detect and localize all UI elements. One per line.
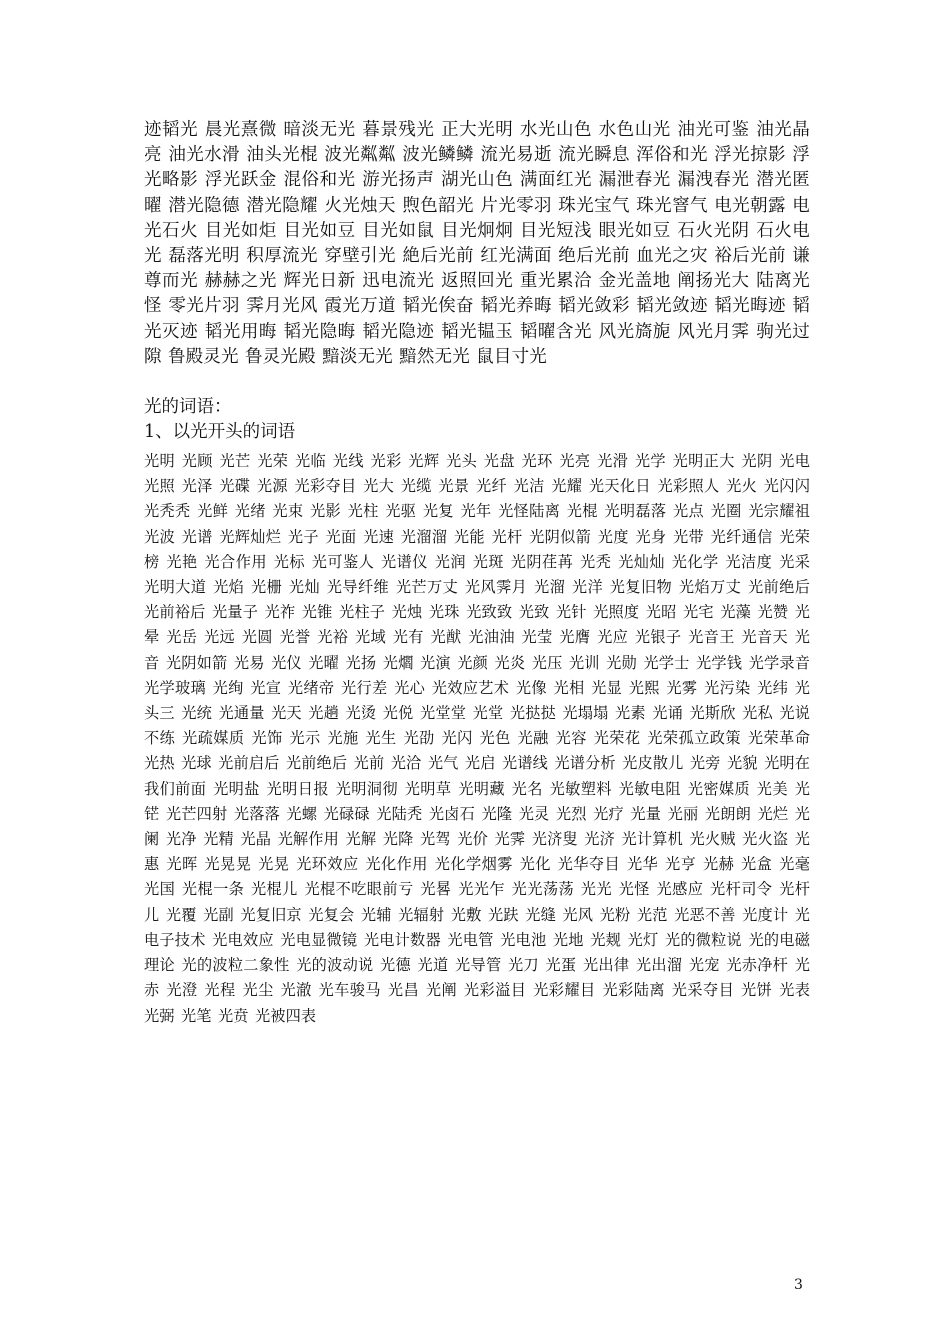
page-number: 3 [794,1277,803,1293]
word-list-paragraph: 光明 光顾 光芒 光荣 光临 光线 光彩 光辉 光头 光盘 光环 光亮 光滑 光学 光明正大 光阴 光电 光照 光泽 光碟 光源 光彩夺目 光大 光缆 光景 光纤 光洁 光耀 光天化日 光彩照人 光火 光闪闪 光秃秃 光鲜 光绪 光束 光影 光柱 光驱 光复 光年 光怪陆离 光棍 光明磊落 光点 光圈 光宗耀祖 光波 光谱 光辉灿烂 光子 光面 光速 光溜溜 光能 光杆 光阴似箭 光度 光身 光带 光纤通信 光荣榜 光艳 光合作用 光标 光可鉴人 光谱仪 光润 光斑 光阴荏苒 光秃 光灿灿 光化学 光洁度 光采 光明大道 光焰 光栅 光灿 光导纤维 光芒万丈 光风霁月 光溜 光洋 光复旧物 光焰万丈 光前绝后 光前裕后 光量子 光祚 光锥 光柱子 光烛 光珠 光致致 光致 光针 光照度 光昭 光宅 光藻 光赞 光晕 光岳 光远 光圆 光誉 光裕 光域 光有 光猷 光油油 光莹 光膺 光应 光银子 光音王 光音天 光音 光阴如箭 光易 光仪 光曜 光扬 光爓 光演 光颜 光炎 光压 光训 光勋 光学士 光学钱 光学录音 光学玻璃 光绚 光宣 光绪帝 光行差 光心 光效应艺术 光像 光相 光显 光熙 光雾 光污染 光纬 光头三 光统 光通量 光天 光趟 光烫 光侻 光堂堂 光堂 光挞挞 光塌塌 光素 光诵 光斯欣 光私 光说不练 光疏媒质 光饰 光示 光施 光生 光劭 光闪 光色 光融 光容 光荣花 光荣孤立政策 光荣革命 光热 光球 光前启后 光前绝后 光前 光洽 光气 光启 光谱线 光谱分析 光皮散儿 光旁 光貌 光明在我们前面 光明盐 光明日报 光明洞彻 光明草 光明藏 光名 光敏塑料 光敏电阻 光密媒质 光美 光铓 光芒四射 光落落 光螺 光碌碌 光陆秃 光卤石 光隆 光灵 光烈 光疗 光量 光丽 光朗朗 光烂 光阑 光净 光精 光晶 光解作用 光解 光降 光驾 光价 光霁 光济叟 光济 光计算机 光火贼 光火盗 光惠 光晖 光晃晃 光晃 光环效应 光化作用 光化学烟雾 光化 光华夺目 光华 光亨 光赫 光盒 光毫 光国 光棍一条 光棍儿 光棍不吃眼前亏 光晷 光光乍 光光荡荡 光光 光怪 光感应 光杆司令 光杆儿 光覆 光副 光复旧京 光复会 光辅 光辐射 光敷 光趺 光缝 光风 光粉 光范 光恶不善 光度计 光电子技术 光电效应 光电显微镜 光电计数器 光电管 光电池 光地 光觌 光灯 光的微粒说 光的电磁理论 光的波粒二象性 光的波动说 光德 光道 光导管 光刀 光蛋 光出律 光出溜 光宠 光赤净杆 光赤 光澄 光程 光尘 光澈 光车骏马 光昌 光阐 光彩溢目 光彩耀目 光彩陆离 光采夺目 光饼 光表 光弼 光笔 光贲 光被四表 [144,452,810,1025]
section-title: 光的词语： [144,397,232,418]
subsection-title: 1、以光开头的词语 [144,422,296,443]
document-page [144,118,810,1029]
idiom-paragraph: 迹韬光 晨光熹微 暗淡无光 暮景残光 正大光明 水光山色 水色山光 油光可鉴 油光晶亮 油光水滑 油头光棍 波光粼粼 波光鳞鳞 流光易逝 流光瞬息 浑俗和光 浮光掠影 浮光略影 浮光跃金 混俗和光 游光扬声 湖光山色 满面红光 漏泄春光 漏洩春光 潜光匿曜 潜光隐德 潜光隐耀 火光烛天 煦色韶光 片光零羽 珠光宝气 珠光窨气 电光朝露 电光石火 目光如炬 目光如豆 目光如鼠 目光炯炯 目光短浅 眼光如豆 石火光阴 石火电光 磊落光明 积厚流光 穿壁引光 絶后光前 红光满面 绝后光前 血光之灾 裕后光前 谦尊而光 赫赫之光 辉光日新 迅电流光 返照回光 重光累洽 金光盖地 阐扬光大 陆离光怪 零光片羽 霁月光风 霞光万道 韬光俟奋 韬光养晦 韬光敛彩 韬光敛迹 韬光晦迹 韬光灭迹 韬光用晦 韬光隐晦 韬光隐迹 韬光韫玉 韬曜含光 风光旖旎 风光月霁 驹光过隙 鲁殿灵光 鲁灵光殿 黯淡无光 黯然无光 鼠目寸光 [144,120,810,367]
